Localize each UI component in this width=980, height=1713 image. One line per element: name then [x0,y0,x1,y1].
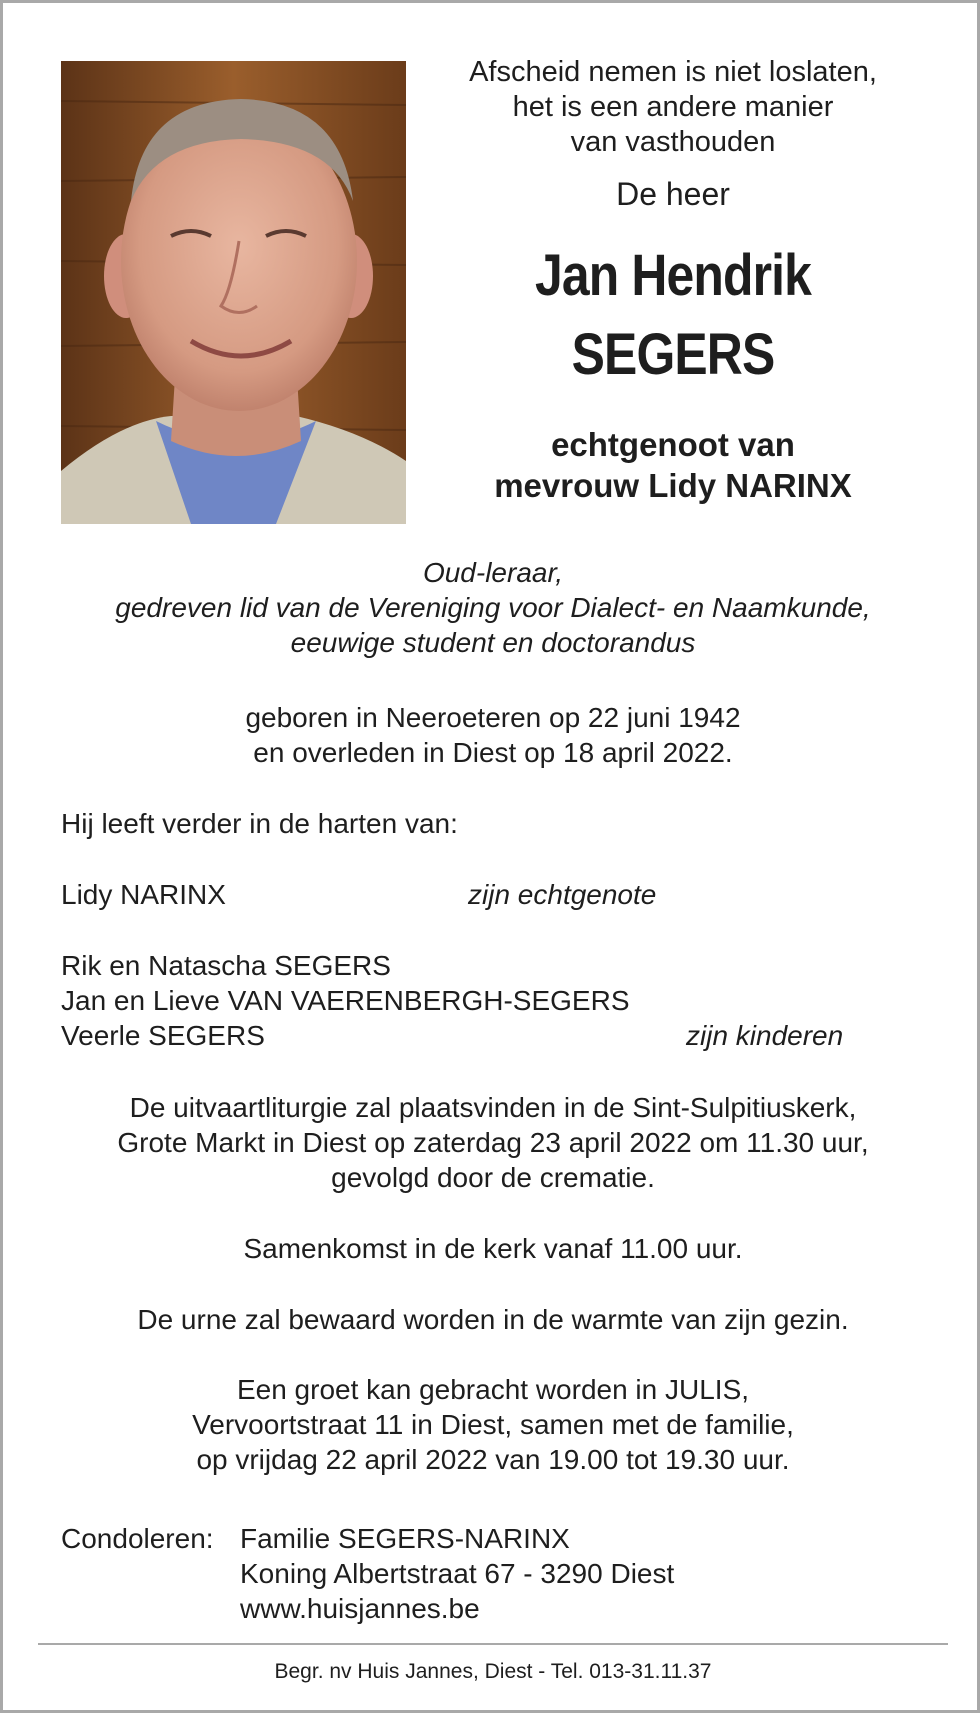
funeral-line: De uitvaartliturgie zal plaatsvinden in de Sint-Sulpitiuskerk, [129,1092,857,1123]
urn-info: De urne zal bewaard worden in de warmte van zijn gezin. [137,1304,849,1335]
condolences-label: Condoleren: [61,1523,214,1554]
death-line: en overleden in Diest op 18 april 2022. [253,737,733,768]
spouse-entry-role: zijn echtgenote [468,879,657,910]
funeral-line: gevolgd door de crematie. [331,1162,655,1193]
gathering-info: Samenkomst in de kerk vanaf 11.00 uur. [243,1233,743,1264]
greeting-line: Vervoortstraat 11 in Diest, samen met de familie, [192,1409,794,1440]
quote-line: Afscheid nemen is niet loslaten, [469,56,877,88]
footer-divider [38,1643,948,1645]
last-name: SEGERS [571,322,775,387]
spouse-of [423,424,923,506]
first-name: Jan Hendrik [534,243,812,308]
spouse-entry-name: Lidy NARINX [61,879,226,910]
funeral-home-footer: Begr. nv Huis Jannes, Diest - Tel. 013-31.11.37 [274,1660,712,1683]
deceased-name [458,236,888,394]
child-name: Jan en Lieve VAN VAERENBERGH-SEGERS [61,985,630,1016]
survived-intro: Hij leeft verder in de harten van: [61,808,458,839]
honorific: De heer [616,176,730,212]
description [33,555,953,660]
quote-line: van vasthouden [570,126,776,158]
description-line: eeuwige student en doctorandus [290,627,696,658]
portrait-photo [61,61,406,524]
spouse-line: mevrouw Lidy NARINX [494,467,852,504]
greeting-line: Een groet kan gebracht worden in JULIS, [236,1374,750,1405]
description-line: gedreven lid van de Vereniging voor Dialect- en Naamkunde, [115,592,871,623]
greeting-line: op vrijdag 22 april 2022 van 19.00 tot 19.30 uur. [196,1444,790,1475]
header-block [423,55,923,506]
child-name: Rik en Natascha SEGERS [61,950,391,981]
birth-line: geboren in Neeroeteren op 22 juni 1942 [245,702,741,733]
funeral-line: Grote Markt in Diest op zaterdag 23 april 2022 om 11.30 uur, [117,1127,869,1158]
child-name: Veerle SEGERS [61,1020,265,1051]
dates [33,700,953,770]
quote [423,55,923,160]
condolences-family: Familie SEGERS-NARINX [240,1523,570,1554]
spouse-line: echtgenoot van [551,426,795,463]
condolences-website[interactable]: www.huisjannes.be [240,1593,480,1624]
quote-line: het is een andere manier [512,91,834,123]
condolences-address: Koning Albertstraat 67 - 3290 Diest [240,1558,675,1589]
funeral-info [33,1090,953,1195]
description-line: Oud-leraar, [422,557,564,588]
children-role: zijn kinderen [686,1020,844,1051]
greeting-info [33,1372,953,1477]
